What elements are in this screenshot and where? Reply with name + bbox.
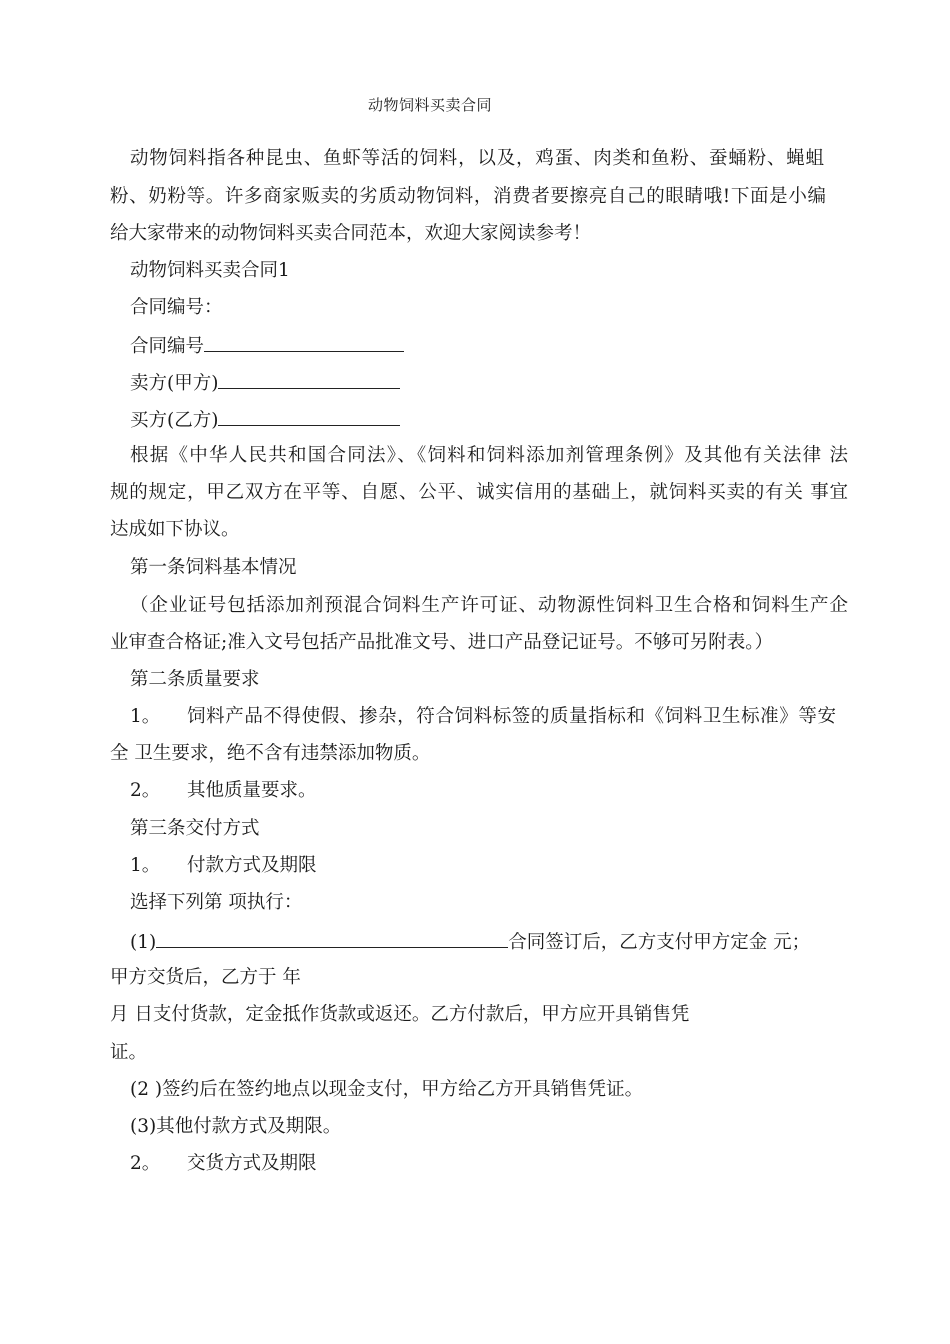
article2-item2-text: 其他质量要求。 (187, 780, 317, 801)
article3-item1-text: 付款方式及期限 (187, 855, 317, 876)
intro-line-2: 粉、奶粉等。许多商家贩卖的劣质动物饲料，消费者要擦亮自己的眼睛哦!下面是小编 (110, 186, 826, 207)
intro-line-3: 给大家带来的动物饲料买卖合同范本，欢迎大家阅读参考！ (110, 223, 592, 244)
buyer-blank (218, 408, 400, 426)
buyer-field (130, 408, 400, 432)
article3-item2-text: 交货方式及期限 (187, 1153, 317, 1174)
article2-item2-number: 2。 (130, 780, 161, 801)
option2-text: (2 )签约后在签约地点以现金支付，甲方给乙方开具销售凭证。 (130, 1079, 644, 1100)
option1-continuation-1: 甲方交货后，乙方于 年 (110, 967, 301, 988)
seller-field (130, 371, 400, 395)
option1-blank (156, 930, 508, 948)
basis-line-2: 规的规定，甲乙双方在平等、自愿、公平、诚实信用的基础上，就饲料买卖的有关 事宜 (110, 482, 848, 503)
article2-item1-continuation: 全 卫生要求，绝不含有违禁添加物质。 (110, 743, 431, 764)
article3-item2-number: 2。 (130, 1153, 161, 1174)
buyer-field-label: 买方(乙方) (130, 410, 219, 431)
article3-title: 第三条交付方式 (130, 818, 260, 839)
contract-number-field (130, 334, 404, 358)
document-title: 动物饲料买卖合同 (367, 96, 492, 114)
article1-line-2: 业审查合格证;准入文号包括产品批准文号、进口产品登记证号。不够可另附表。） (110, 632, 773, 653)
option1-continuation-2: 月 日支付货款，定金抵作货款或返还。乙方付款后，甲方应开具销售凭 (110, 1004, 690, 1025)
option1-suffix: 合同签订后，乙方支付甲方定金 元； (508, 932, 811, 953)
article1-title: 第一条饲料基本情况 (130, 557, 297, 578)
article2-item1-number: 1。 (130, 706, 161, 727)
option3-text: (3)其他付款方式及期限。 (130, 1116, 342, 1137)
contract-number-blank (204, 334, 404, 352)
choose-option-text: 选择下列第 项执行： (130, 892, 303, 913)
intro-line-1: 动物饲料指各种昆虫、鱼虾等活的饲料，以及，鸡蛋、肉类和鱼粉、蚕蛹粉、蝇蛆 (130, 148, 824, 169)
contract-number-field-label: 合同编号 (130, 336, 205, 357)
option1-prefix: (1) (130, 932, 157, 953)
article2-item1-text: 饲料产品不得使假、掺杂，符合饲料标签的质量指标和《饲料卫生标准》等安 (187, 706, 836, 727)
option1-line (130, 930, 810, 954)
contract-heading: 动物饲料买卖合同1 (130, 260, 290, 281)
article3-item1-number: 1。 (130, 855, 161, 876)
article1-line-1: （企业证号包括添加剂预混合饲料生产许可证、动物源性饲料卫生合格和饲料生产企 (130, 595, 848, 616)
option1-continuation-3: 证。 (110, 1042, 148, 1063)
article2-title: 第二条质量要求 (130, 669, 260, 690)
basis-line-1: 根据《中华人民共和国合同法》、《饲料和饲料添加剂管理条例》及其他有关法律 法 (130, 445, 848, 466)
seller-blank (218, 371, 400, 389)
basis-line-3: 达成如下协议。 (110, 519, 240, 540)
contract-number-label: 合同编号： (130, 297, 223, 318)
seller-field-label: 卖方(甲方) (130, 373, 219, 394)
